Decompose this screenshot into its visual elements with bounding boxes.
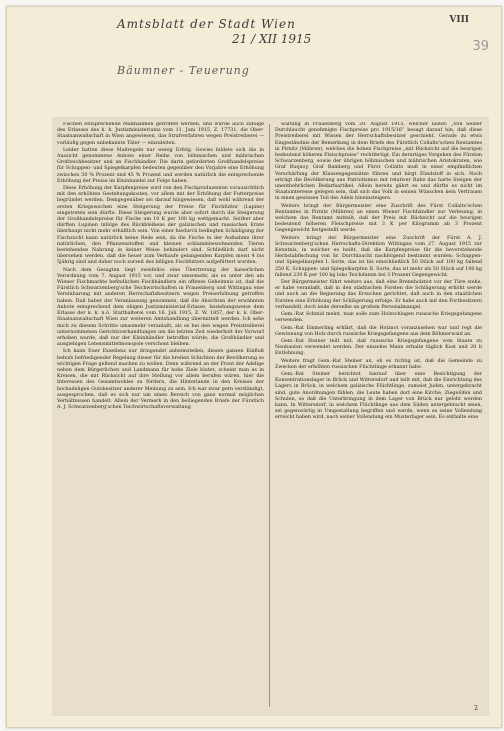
paragraph: waltung in Frauenberg vom 29. August 1915, welcher lautet: „Von Seiner Durchlaucht genehmigte Fischpreise pro 1915/16“ besagt darauf hin, daß diese Preistreiberei mit Wissen der Herrschaftsbesitzer geschieht. Gerade zu etwa Eingeständnis der Bemerkung in dem Briefe des Fürstlich Collalto'schen Rentamtes in Pirnitz (Mähren), welches die hohen Fischpreise „mit Rücksicht auf die heurigen bedeutend höheren Fleischpreise“ rechtfertigt. Ein derartiges Vorgehen des Fürsten Schwarzenberg, sowie der übrigen böhmischen und mährischen Aristokraten, wie Graf Buquoy, Graf Bamberg und Fürst Collalto muß in einer empfindlichen Verschärfung der Klassengegensätze führen und birgt Zündstoff in sich. Noch erträgt die Bevölkerung aus Patriotismus mit relativer Ruhe das harte Steigen der unentbehrlichen Bedarfsartikel. Allein bereits gährt es und dürfte es nicht im Staatsinteresse gelegen sein, daß sich das Volk in seinen Wünschen kein Vertrauen in einen gewissen Teil des Adels hineinsteigere. bbox=[275, 122, 482, 202]
newspaper-clipping bbox=[53, 118, 488, 715]
handwritten-mark: VIII bbox=[449, 15, 469, 25]
article-column-right bbox=[275, 122, 482, 709]
paragraph: Weiters bringt der Bürgermeister eine Zuschrift des Fürst Collalto'schen Rentamtes in Pirnitz (Mähren) an einen Wiener Fischhändler zur Verlesung, in welchem das Rentamt mitteilt, daß der Preis mit Rücksicht auf die heurigen bedeutend höheren Fleischpreise mit 3 K per Kilogramm ab 3 Prozent Gegengewicht festgestellt werde. bbox=[275, 203, 482, 234]
paragraph: Gem.-Rat Steiner teilt mit, daß russische Kriegsgefangene vom Staate zu Neubauten verwendet werden. Der einzelne Mann erhalte täglich Kost und 20 h Entlohnung. bbox=[275, 338, 482, 357]
archive-card bbox=[6, 6, 502, 728]
article-column-left bbox=[57, 122, 264, 709]
paragraph: Fischen entsprechende Maßnahmen getroffen werden, und wurde auch zufolge des Erlasses des k. k. Justizministeriums vom 11. Juni 1915, Z. 17731, die Ober-Staatsanwaltschaft in Wien angewiesen, das Strafverfahren wegen Preistreiberei — vorläufig gegen unbekannte Täter — einzuleiten. bbox=[57, 122, 264, 146]
archive-page-number: 39 bbox=[472, 39, 489, 54]
paragraph: Ich kann Euer Exzellenz nur dringendst anheimstellen, diesen ganzen Einfluß behufs befriedigender Regelung dieser für die breiten Schichten der Bevölkerung so wichtigen Frage geltend machen zu wollen. Denn während an der Front der Adelige neben dem Bürgerlichen und Landmann für hohe Ziele blutet, scheint man es in Kreisen, die mit Rücksicht auf ihre Stellung vor allem berufen wären, hier die Interessen des Gesamtwohles zu fördern, die Hinterlande in den Kreisen der hochadeligen Gutsbesitzer anderer Meinung zu sein. Ich war zwar gern verständigt, ausgesprochen, daß es sich nur um einen Bereich von ganz normal möglichen Verhältnissen handelt. Allein der Vermerk in den beiliegenden Briefe der Fürstlich A. J. Schwarzenberg'schen Teichwirtschaftsverwaltung bbox=[57, 349, 264, 411]
paragraph: Weiters fragt Gem.-Rat Steiner an, ob es richtig ist, daß die Gemeinde zu Zwecken der erhöhten russischen Flüchtlinge erkannt habe. bbox=[275, 358, 482, 370]
clipping-page-number: 2 bbox=[474, 705, 478, 712]
column-divider bbox=[269, 124, 270, 707]
paragraph: Diese Erhöhung der Karpfenpreise wird von den Fischproduzenten vorausichtlich mit den erhöhten Gestehungskosten, vor allem mit der Erhöhung der Futterpreise begründet werden. Demgegenüber sei darauf hingewiesen, daß wohl während der ersten Kriegswochen eine Steigerung der Preise für Fischfutter (Lupine) eingetreten sein dürfte. Diese Steigerung wurde aber sofort durch die Steigerung der Großhandelspreise für Fische um 10 K per 100 kg wettgemacht. Seither aber dürften Lupinen infolge des Rückbleibens der galizischen und russischen Ernte überhaupt nicht mehr erhältlich sein. Von einer hiedurch bedingten Schädigung der Fischzucht kann natürlich keine Rede sein, da die Fische in der Aufnahme ihrer natürlichen, den Pflanzenstoffen und kleinen schlammbewohnenden Tieren bestehenden Nahrung in keiner Weise behindert sind. Schließlich darf nicht übersehen werden, daß die heuer zum Verkaufe gelangenden Karpfen meist 4 bis 5jährig sind und daher noch zurzeit des billigen Fischfutters aufgefüttert wurden. bbox=[57, 186, 264, 266]
paragraph: Nach dem Gesagten liegt zweifellos eine Übertretung der kaiserlichen Verordnung vom 7. August 1915 vor, und zwar umsomehr, als es unter den am Wiener Fischmarkte befindlichen Fischhändlern ein offenes Geheimnis ist, daß die Fürstlich Schwarzenberg'sche Teichwirtschaften in Frauenberg und Wittingau eine Vereinbarung mit anderen Herrschaftsbesitzern wegen Preiserhöhung getroffen haben. Daß haber der Veranlassung genommen, daß die Absichten der erwähnten Anbote entsprechend dem obigen Justizministerial-Erlasse, beziehungsweise dem Erlasse der k. k. n.ö. Statthalterei vom 16. Juli 1915, Z. W. 1857, der k. k. Ober-Staatsanwaltschaft Wien zur weiteren Amtshandlung übermittelt werden. Ich sehe mich zu diesem Schritte umsomehr veranlaßt, als es bei den wegen Preistreiberei unternommenen Gerichtsverhandlungen um die letzten Zeit wiederholt der Vorwurf erhoben wurde, daß nur der Kleinhändler betroffen würde, die Großhändler und ausgiebigen Lebensmittelmonopole verschont bleiben. bbox=[57, 267, 264, 348]
paragraph: Weiters bringt der Bürgermeister eine Zuschrift der Fürst A. J. Schwarzenberg'schen Herrschafts-Direktion Wittingau vom 27. August 1915 zur Kenntnis, in welcher es heißt, daß die Karpfenpreise für die bevorstehende Herbstabfischung von Sr. Durchlaucht nachfolgend bestimmt wurden: Schuppen- und Spiegelkarpfen I. Sorte, das ist bis einschließlich 50 Stück auf 100 kg fallend 250 K, Schuppen- und Spiegelkarpfen II. Sorte, das ist mehr als 50 Stück auf 100 kg fallend 230 K per 100 kg loko Teichdamm bei 3 Prozent Gegengewicht. bbox=[275, 235, 482, 278]
handwritten-source: Amtsblatt der Stadt Wien bbox=[117, 17, 296, 31]
paragraph: Der Bürgermeister führt weiters aus, daß eine Brennholznot vor der Türe stehe, er habe veranlaßt, daß in den städtischen Forsten die Schlägerung erhöht werde und auch an die Regierung das Ersuchen gerichtet, daß auch in den staatlichen Forsten eine Erhöhung der Schlägerung erfolge. Er habe auch mit den Fortbesitzern verhandelt, doch leide derselbe an großem Personalmangel. bbox=[275, 280, 482, 310]
handwritten-date: 21 / XII 1915 bbox=[232, 32, 312, 46]
paragraph: Gem.-Rat Schmid meint, man solle zum Holzschlagen russische Kriegsgefangene verwenden. bbox=[275, 312, 482, 324]
paragraph: Leider hatten diese Maßregeln nur wenig Erfolg. Gewiss bildete sich die in Aussicht genommene Anbote einer Reihe von böhmischen und mährischen Großteichbesitzer und an Fischhändler. Die darin geforderten Großhandelspreise für Schuppen- und Spiegelkarpfen bedeuten gegenüber den Vorjahre eine Erhöhung zwischen 30 % Prozent und 45 % Prozent und werden natürlich die entsprechende Erhöhung der Preise im Kleinhandel zur Folge haben. bbox=[57, 147, 264, 184]
paragraph: Gem.-Rat Steiner berichtet hierauf über eine Besichtigung der Konzentrationslager in Brück und Wittersdorf und teilt mit, daß die Einrichtung des Lagers in Brück, in welchem galizische Flüchtlinge, zumeist Juden, untergebracht sind, gute Anordnungen fühlen, die Leute haben dort eine Kirche, Ziegelöfen und Schulen, so daß die Unterbringung in dem Lager von Brück nur gelobt werden kann. In Wittersdorf, in welchem Flüchtlinge aus dem Süden untergebracht seien, sei gegenwärtig in Umgestaltung begriffen und werde, wenn es seine Vollendung erreicht haben wird, nach seiner Vollendung ein Musterlager sein. Es enthalte eine bbox=[275, 371, 482, 421]
paragraph: Gem.-Rat Emmerling erklärt, daß die Holznot voranzusehen war und regt die Gewinnung von Holz durch russische Kriegsgefangene aus dem Böhmerwald an. bbox=[275, 325, 482, 337]
handwritten-subject: Bäumner - Teuerung bbox=[117, 64, 250, 77]
